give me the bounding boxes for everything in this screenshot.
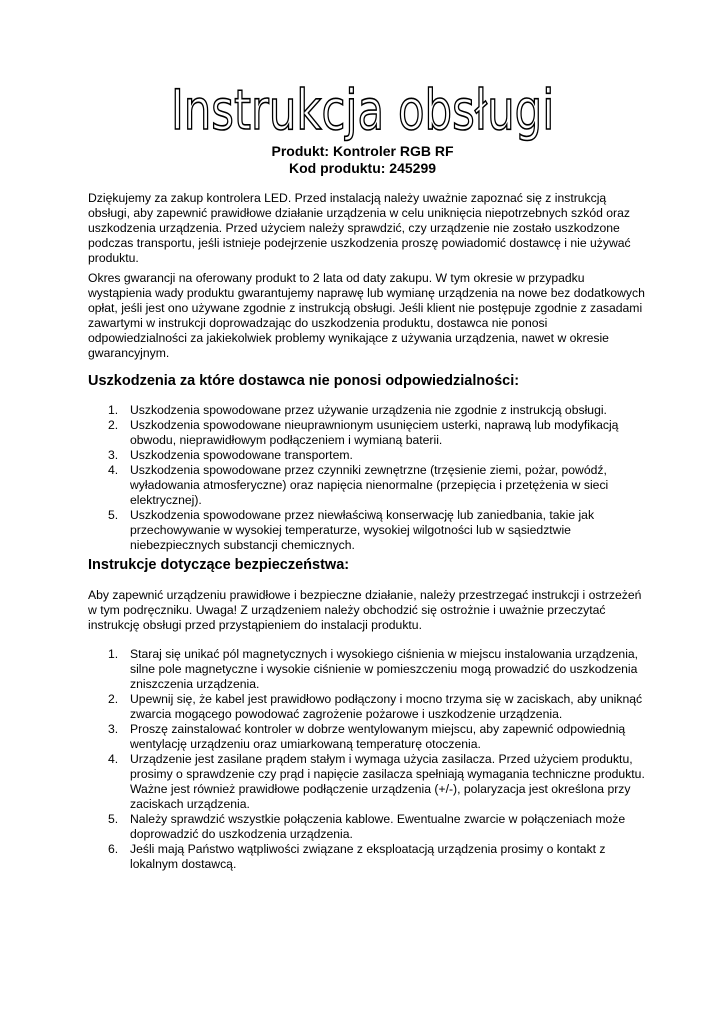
- list-item: [88, 418, 648, 448]
- list-number: 6.: [108, 842, 119, 856]
- list-item-text: Należy sprawdzić wszystkie połączenia kablowe. Ewentualne zwarcie w połączeniach może doprowadzić do uszkodzenia urządzenia.: [130, 812, 626, 841]
- list-item-text: Uszkodzenia spowodowane nieuprawnionym usunięciem usterki, naprawą lub modyfikacją obwodu, nieprawidłowym podłączeniem i wymianą baterii.: [130, 418, 619, 447]
- page-title: Instrukcja obsługi: [170, 78, 555, 142]
- safety-intro-paragraph: Aby zapewnić urządzeniu prawidłowe i bezpieczne działanie, należy przestrzegać instrukcji i ostrzeżeń w tym podręczniku. Uwaga! Z urządzeniem należy obchodzić się ostrożnie i uważnie przeczytać instrukcję obsługi przed przystąpieniem do instalacji produktu.: [88, 588, 642, 632]
- list-item: [88, 812, 648, 842]
- list-number: 1.: [108, 647, 119, 661]
- list-item: [88, 647, 648, 692]
- damages-list: [88, 403, 648, 553]
- list-item: [88, 752, 648, 812]
- list-item: [88, 842, 648, 872]
- list-number: 3.: [108, 722, 119, 736]
- list-item: [88, 692, 648, 722]
- list-item-text: Uszkodzenia spowodowane przez niewłaściwą konserwację lub zaniedbania, takie jak przechowywanie w wysokiej temperaturze, wysokiej wilgotności lub w sąsiedztwie niebezpiecznych substancji chemicznych.: [130, 508, 595, 552]
- list-number: 1.: [108, 403, 119, 417]
- list-item-text: Upewnij się, że kabel jest prawidłowo podłączony i mocno trzyma się w zaciskach, aby uniknąć zwarcia mogącego powodować zagrożenie pożarowe i uszkodzenie urządzenia.: [130, 692, 643, 721]
- list-number: 4.: [108, 463, 119, 477]
- list-number: 2.: [108, 418, 119, 432]
- list-item-text: Uszkodzenia spowodowane przez używanie urządzenia nie zgodnie z instrukcją obsługi.: [130, 403, 607, 417]
- warranty-paragraph: Okres gwarancji na oferowany produkt to 2 lata od daty zakupu. W tym okresie w przypadku wystąpienia wady produktu gwarantujemy naprawę lub wymianę urządzenia na nowe bez dodatkowych opłat, jeśli jest ono używane zgodnie z instrukcją obsługi. Jeśli klient nie postępuje zgodnie z zasadami zawartymi w instrukcji doprowadzając do uszkodzenia produktu, dostawca nie ponosi odpowiedzialności za jakiekolwiek problemy wynikające z używania urządzenia, nawet w okresie gwarancyjnym.: [88, 271, 645, 360]
- product-code: Kod produktu: 245299: [288, 160, 437, 176]
- list-number: 5.: [108, 508, 119, 522]
- list-item-text: Proszę zainstalować kontroler w dobrze wentylowanym miejscu, aby zapewnić odpowiednią wentylację urządzeniu oraz umiarkowaną temperaturę otoczenia.: [130, 722, 626, 751]
- damages-heading: Uszkodzenia za które dostawca nie ponosi odpowiedzialności:: [88, 373, 520, 389]
- list-item: [88, 403, 648, 418]
- list-item: [88, 463, 648, 508]
- list-item-text: Jeśli mają Państwo wątpliwości związane z eksploatacją urządzenia prosimy o kontakt z lokalnym dostawcą.: [130, 842, 606, 871]
- list-item-text: Uszkodzenia spowodowane przez czynniki zewnętrzne (trzęsienie ziemi, pożar, powódź, wyładowania atmosferyczne) oraz napięcia nienormalne (przepięcia i przetężenia w sieci elektrycznej).: [130, 463, 609, 507]
- intro-paragraph: Dziękujemy za zakup kontrolera LED. Przed instalacją należy uważnie zapoznać się z instrukcją obsługi, aby zapewnić prawidłowe działanie urządzenia w celu uniknięcia niepotrzebnych szkód oraz uszkodzenia urządzenia. Przed użyciem należy sprawdzić, czy urządzenie nie zostało uszkodzone podczas transportu, jeśli istnieje podejrzenie uszkodzenia proszę powiadomić dostawcę i nie używać produktu.: [88, 191, 631, 265]
- list-number: 2.: [108, 692, 119, 706]
- list-number: 3.: [108, 448, 119, 462]
- list-item-text: Uszkodzenia spowodowane transportem.: [130, 448, 353, 462]
- safety-heading: Instrukcje dotyczące bezpieczeństwa:: [88, 557, 350, 573]
- list-item: [88, 448, 648, 463]
- product-name: Produkt: Kontroler RGB RF: [271, 143, 454, 159]
- list-item-text: Staraj się unikać pól magnetycznych i wysokiego ciśnienia w miejscu instalowania urządzenia, silne pole magnetyczne i wysokie ciśnienie w pomieszczeniu mogą prowadzić do uszkodzenia zniszczenia urządzenia.: [130, 647, 639, 691]
- safety-list: [88, 647, 648, 872]
- title-container: [0, 78, 725, 142]
- list-item: [88, 508, 648, 553]
- list-number: 5.: [108, 812, 119, 826]
- list-item: [88, 722, 648, 752]
- list-number: 4.: [108, 752, 119, 766]
- list-item-text: Urządzenie jest zasilane prądem stałym i wymaga użycia zasilacza. Przed użyciem produktu, prosimy o sprawdzenie czy prąd i napięcie zasilacza spełniają wymagania techniczne produktu. Ważne jest również prawidłowe podłączenie urządzenia (+/-), polaryzacja jest określona przy zaciskach urządzenia.: [130, 752, 645, 811]
